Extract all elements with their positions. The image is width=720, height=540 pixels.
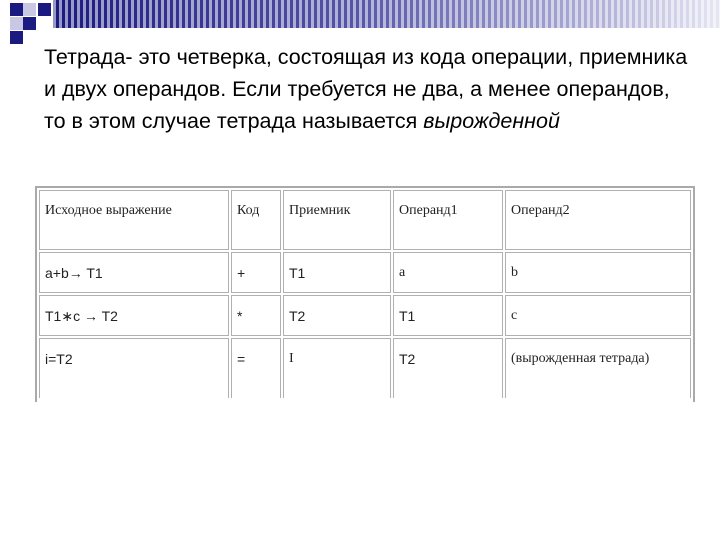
cell-expr: a+b→ T1 [39,252,229,293]
decor-square [10,17,23,30]
header-receiver: Приемник [283,190,391,250]
cell-operand1: a [393,252,503,293]
table-row [39,295,691,336]
cell-receiver: I [283,338,391,398]
table-row [39,338,691,398]
header-gradient-bar [53,0,720,28]
decor-square [23,17,36,30]
decor-square [10,3,23,16]
cell-expr: i=T2 [39,338,229,398]
cell-operand2: c [505,295,691,336]
decor-square [10,31,23,44]
decor-square [23,3,36,16]
cell-code: * [231,295,281,336]
cell-operand1: T2 [393,338,503,398]
table-row [39,252,691,293]
header-code: Код [231,190,281,250]
definition-emphasis: вырожденной [423,109,560,133]
decor-square [38,3,51,16]
cell-operand1: T1 [393,295,503,336]
header-operand2: Операнд2 [505,190,691,250]
cell-receiver: T2 [283,295,391,336]
table-header-row [39,190,691,250]
header-expr: Исходное выражение [39,190,229,250]
header-operand1: Операнд1 [393,190,503,250]
cell-receiver: T1 [283,252,391,293]
tetrad-table [35,186,695,402]
cell-expr: T1∗c → T2 [39,295,229,336]
cell-operand2: (вырожденная тетрада) [505,338,691,398]
cell-operand2: b [505,252,691,293]
definition-paragraph [44,41,694,137]
cell-code: = [231,338,281,398]
cell-code: + [231,252,281,293]
definition-text: Тетрада- это четверка, состоящая из кода операции, приемника и двух операндов. Если требуется не два, а менее операндов, то в этом случае тетрада называется [44,45,688,133]
